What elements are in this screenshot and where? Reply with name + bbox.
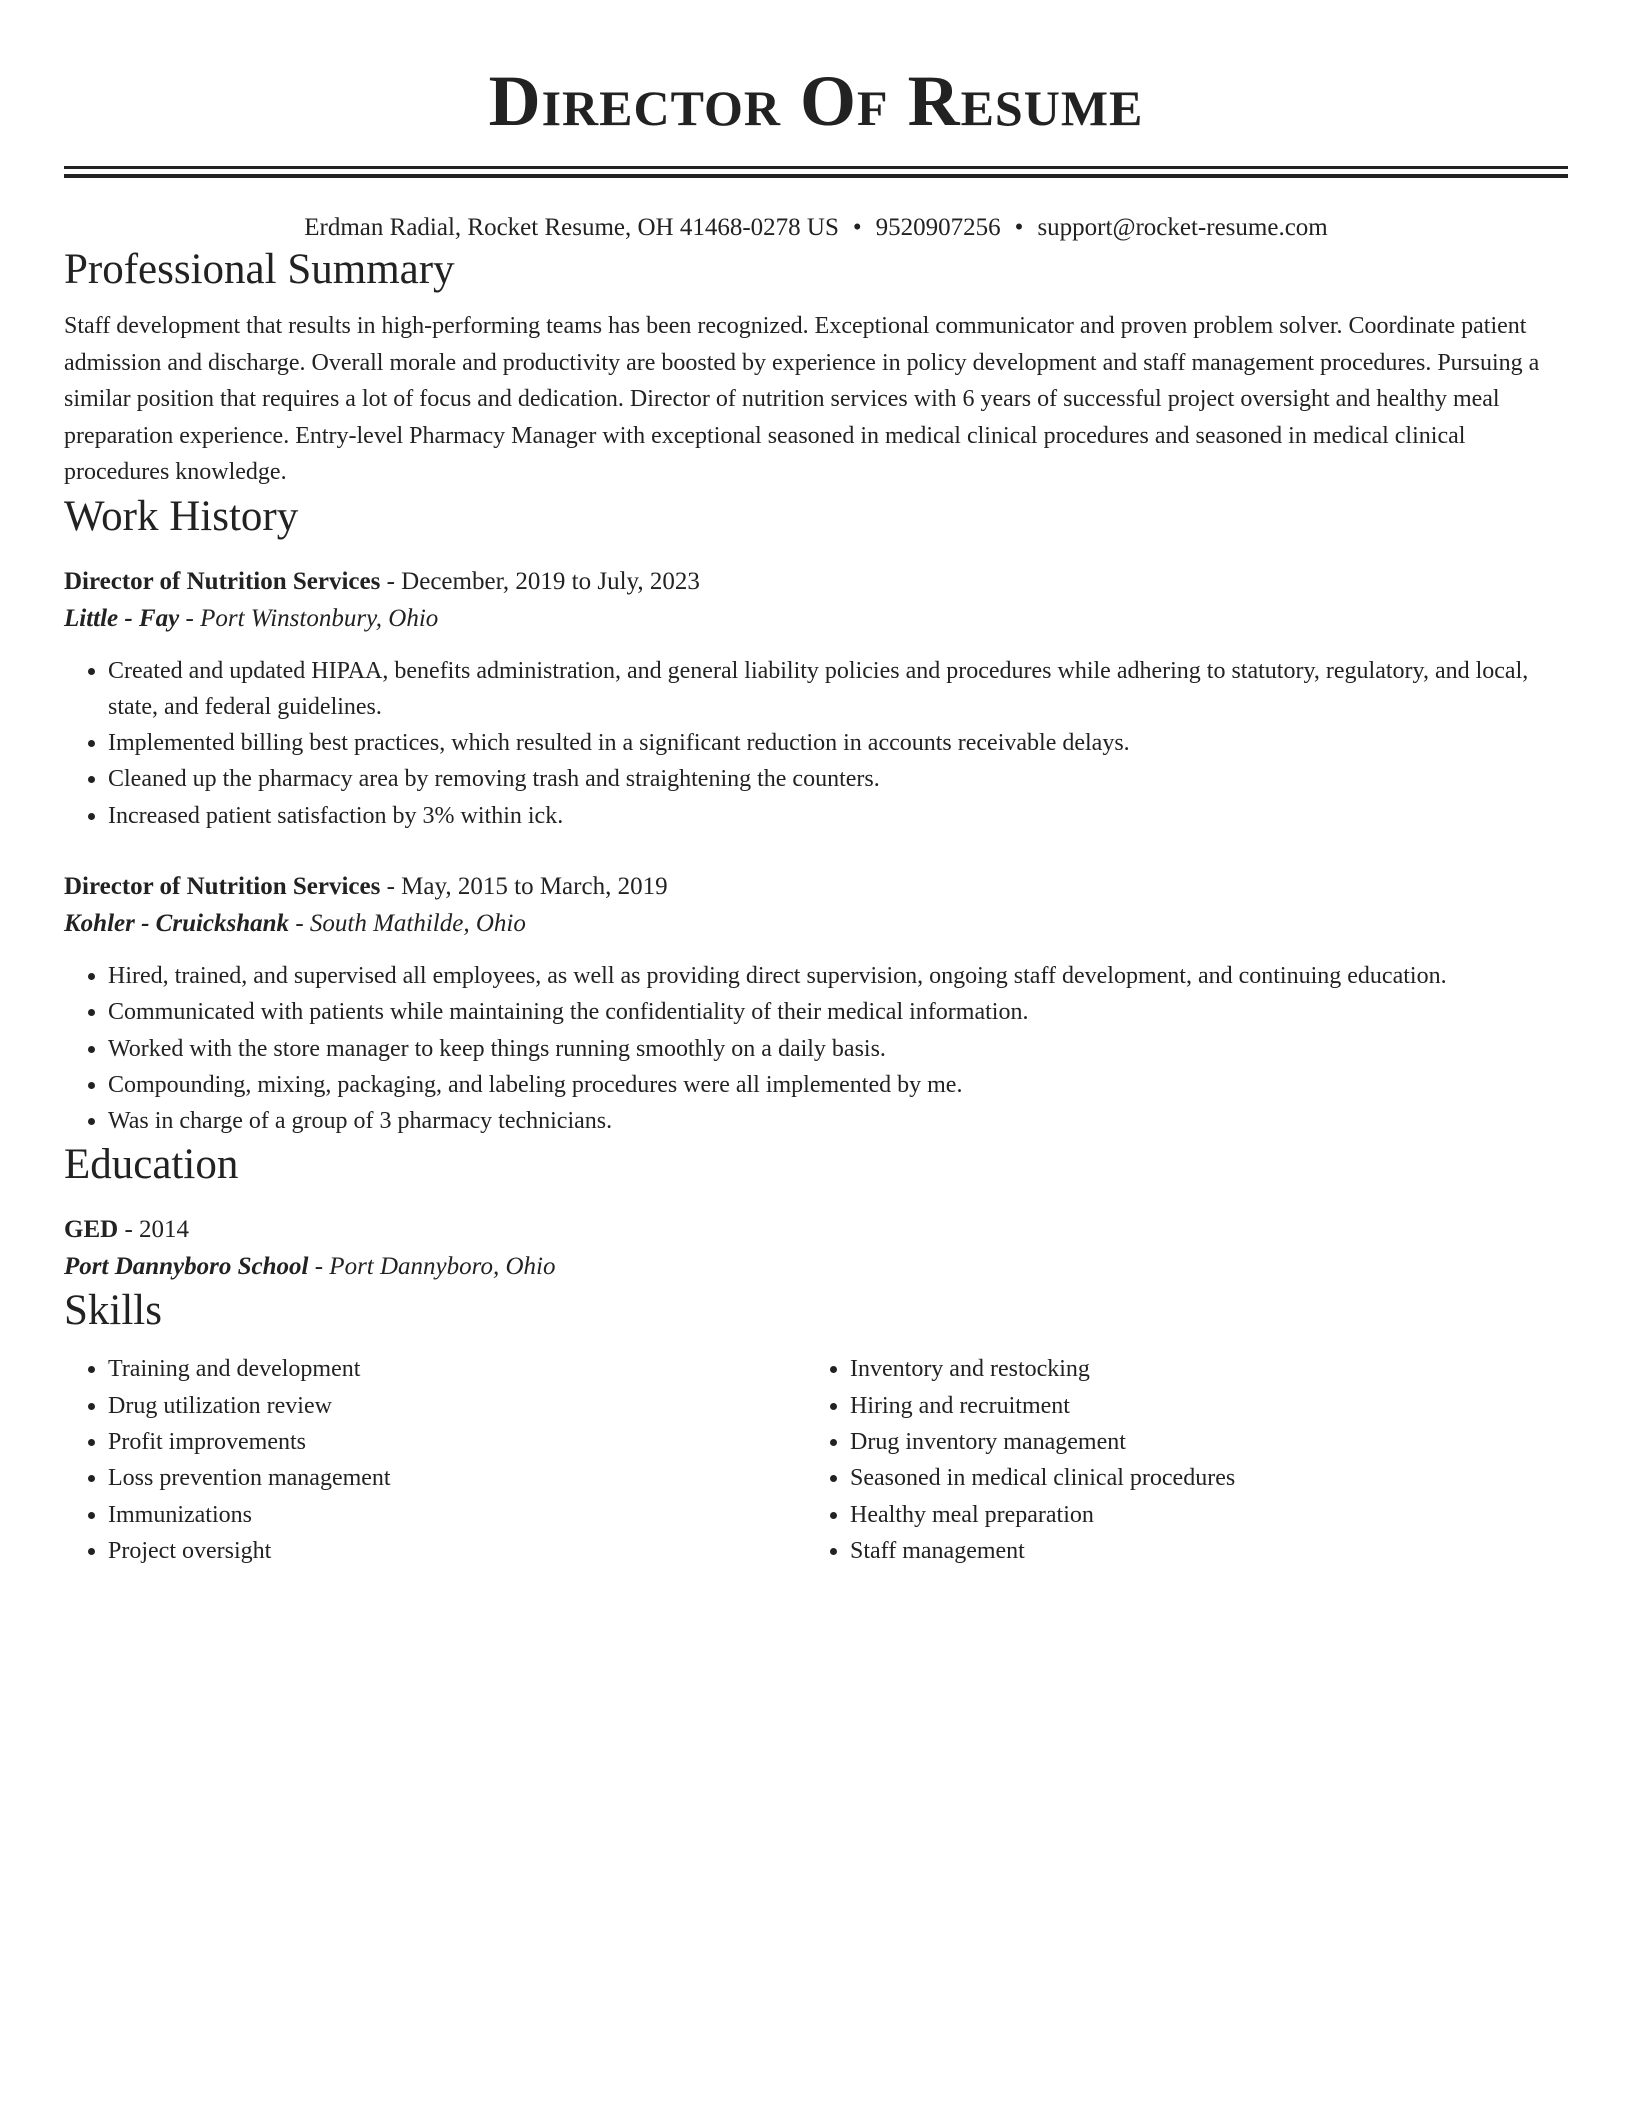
education-degree: GED [64, 1216, 119, 1244]
education-location: - Port Dannyboro, Ohio [308, 1253, 556, 1281]
job-dates: - December, 2019 to July, 2023 [380, 567, 700, 595]
skill-item: • Staff management [850, 1533, 1548, 1569]
job-bullet: • Created and updated HIPAA, benefits administration, and general liability policies and procedures while adhering to statutory, regulatory, and local, state, and federal guidelines. [108, 653, 1568, 726]
job-bullet: • Hired, trained, and supervised all employees, as well as providing direct supervision, ongoing staff development, and continuing education. [108, 958, 1568, 994]
skills-list [806, 1351, 1548, 1569]
education-school-line [64, 1248, 1568, 1285]
job-bullet: • Increased patient satisfaction by 3% within ick. [108, 798, 1568, 834]
skill-item: • Inventory and restocking [850, 1351, 1548, 1387]
skills-heading: Skills [64, 1287, 162, 1335]
skills-grid [64, 1351, 1568, 1569]
contact-separator: • [852, 214, 862, 241]
job-bullet: • Compounding, mixing, packaging, and labeling procedures were all implemented by me. [108, 1067, 1568, 1103]
job-employer-line [64, 600, 1568, 637]
job-bullet: • Implemented billing best practices, which resulted in a significant reduction in accounts receivable delays. [108, 725, 1568, 761]
job-bullet-list [64, 958, 1568, 1139]
education-heading: Education [64, 1141, 239, 1189]
education-entry [64, 1211, 1568, 1285]
skills-list [64, 1351, 806, 1569]
skill-item: • Profit improvements [108, 1424, 806, 1460]
work-history-heading: Work History [64, 492, 299, 540]
skills-column-left [64, 1351, 806, 1569]
job-header [64, 868, 1568, 905]
skill-item: • Drug inventory management [850, 1424, 1548, 1460]
skill-item: • Hiring and recruitment [850, 1388, 1548, 1424]
job-employer-line [64, 905, 1568, 942]
contact-email: support@rocket-resume.com [1037, 214, 1328, 241]
education-header [64, 1211, 1568, 1248]
job-location: - Port Winstonbury, Ohio [179, 604, 439, 632]
job-header [64, 563, 1568, 600]
skills-column-right [806, 1351, 1548, 1569]
header-double-rule [64, 166, 1568, 178]
professional-summary-text: Staff development that results in high-performing teams has been recognized. Exceptional communicator and proven problem solver. Coordinate patient admission and discharge. Overall morale and productivity are boosted by experience in policy development and staff management procedures. Pursuing a similar position that requires a lot of focus and dedication. Director of nutrition services with 6 years of successful project oversight and healthy meal preparation experience. Entry-level Pharmacy Manager with exceptional seasoned in medical clinical procedures and seasoned in medical clinical procedures knowledge. [64, 313, 1540, 485]
contact-line [64, 212, 1568, 244]
job-entry [64, 563, 1568, 834]
contact-separator: • [1014, 214, 1024, 241]
education-year: - 2014 [118, 1216, 190, 1244]
job-bullet: • Worked with the store manager to keep things running smoothly on a daily basis. [108, 1031, 1568, 1067]
skill-item: • Seasoned in medical clinical procedures [850, 1460, 1548, 1496]
job-title: Director of Nutrition Services [64, 567, 381, 595]
job-bullet: • Was in charge of a group of 3 pharmacy technicians. [108, 1103, 1568, 1139]
contact-address: Erdman Radial, Rocket Resume, OH 41468-0278 US [304, 214, 839, 241]
job-bullet: • Cleaned up the pharmacy area by removing trash and straightening the counters. [108, 761, 1568, 797]
professional-summary-heading: Professional Summary [64, 246, 455, 293]
job-company: Kohler - Cruickshank [64, 909, 290, 937]
resume-name-heading: Director Of Resume [488, 61, 1144, 141]
contact-phone: 9520907256 [875, 214, 1001, 241]
skill-item: • Immunizations [108, 1497, 806, 1533]
job-dates: - May, 2015 to March, 2019 [380, 872, 668, 900]
education-school: Port Dannyboro School [64, 1253, 309, 1281]
job-bullet-list [64, 653, 1568, 834]
skill-item: • Training and development [108, 1351, 806, 1387]
job-bullet: • Communicated with patients while maintaining the confidentiality of their medical information. [108, 994, 1568, 1030]
skill-item: • Healthy meal preparation [850, 1497, 1548, 1533]
job-entry [64, 868, 1568, 1139]
job-company: Little - Fay [64, 604, 180, 632]
skill-item: • Project oversight [108, 1533, 806, 1569]
skill-item: • Drug utilization review [108, 1388, 806, 1424]
job-title: Director of Nutrition Services [64, 872, 381, 900]
job-location: - South Mathilde, Ohio [289, 909, 526, 937]
skill-item: • Loss prevention management [108, 1460, 806, 1496]
